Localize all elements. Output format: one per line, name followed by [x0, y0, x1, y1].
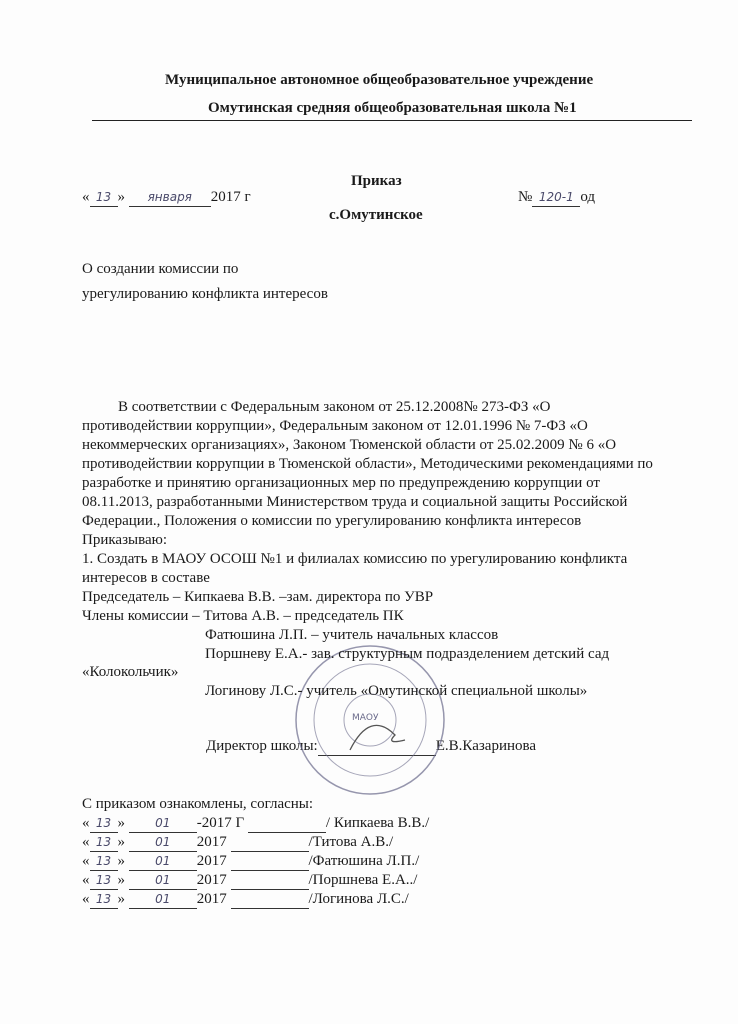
ack-label: С приказом ознакомлены, согласны:	[82, 796, 314, 812]
order-title: Приказ	[351, 173, 402, 189]
school-name: Омутинская средняя общеобразовательная школа №1	[208, 100, 577, 116]
director-signature: Директор школы: Е.В.Казаринова	[206, 738, 537, 754]
ack-row: « 13 » 01 2017 /Поршнева Е.А../	[82, 872, 418, 888]
body-line: противодействии коррупции», Федеральным законом от 12.01.1996 № 7-ФЗ «О	[82, 418, 588, 434]
body-line: противодействии коррупции в Тюменской области», Методическими рекомендациями по	[82, 456, 653, 472]
order-place: с.Омутинское	[329, 207, 423, 223]
body-line: разработке и принятию организационных мер по предупреждению коррупции от	[82, 475, 600, 491]
ack-row: « 13 » 01 2017 /Титова А.В./	[82, 834, 394, 850]
body-line: 08.11.2013, разработанными Министерством труда и социальной защиты Российской	[82, 494, 628, 510]
org-name: Муниципальное автономное общеобразовательное учреждение	[165, 72, 594, 88]
order-date: « 13 » января 2017 г	[82, 189, 251, 205]
school-stamp	[290, 640, 450, 800]
ack-row: « 13 » 01 -2017 Г / Кипкаева В.В./	[82, 815, 430, 831]
subject-line: О создании комиссии по	[82, 261, 239, 277]
body-line: Председатель – Кипкаева В.В. –зам. директора по УВР	[82, 589, 434, 605]
body-line: 1. Создать в МАОУ ОСОШ №1 и филиалах комиссию по урегулированию конфликта	[82, 551, 628, 567]
svg-text:МАОУ: МАОУ	[352, 713, 379, 723]
ack-row: « 13 » 01 2017 /Фатюшина Л.П./	[82, 853, 420, 869]
body-line: некоммерческих организациях», Законом Тюменской области от 25.02.2009 № 6 «О	[82, 437, 617, 453]
body-line: Федерации., Положения о комиссии по урегулированию конфликта интересов	[82, 513, 582, 529]
body-line: интересов в составе	[82, 570, 210, 586]
member-line: Логинову Л.С.- учитель «Омутинской специальной школы»	[205, 683, 588, 699]
body-line: Члены комиссии – Титова А.В. – председатель ПК	[82, 608, 404, 624]
member-line: Поршневу Е.А.- зав. структурным подразделением детский сад	[205, 646, 610, 662]
body-line: В соответствии с Федеральным законом от 25.12.2008№ 273-ФЗ «О	[118, 399, 551, 415]
subject-line: урегулированию конфликта интересов	[82, 286, 328, 302]
header-rule	[92, 120, 692, 121]
member-line: Фатюшина Л.П. – учитель начальных классов	[205, 627, 499, 643]
ack-row: « 13 » 01 2017 /Логинова Л.С./	[82, 891, 409, 907]
body-line: Приказываю:	[82, 532, 167, 548]
member-line: «Колокольчик»	[82, 664, 179, 680]
order-number: № 120-1 од	[518, 189, 596, 205]
